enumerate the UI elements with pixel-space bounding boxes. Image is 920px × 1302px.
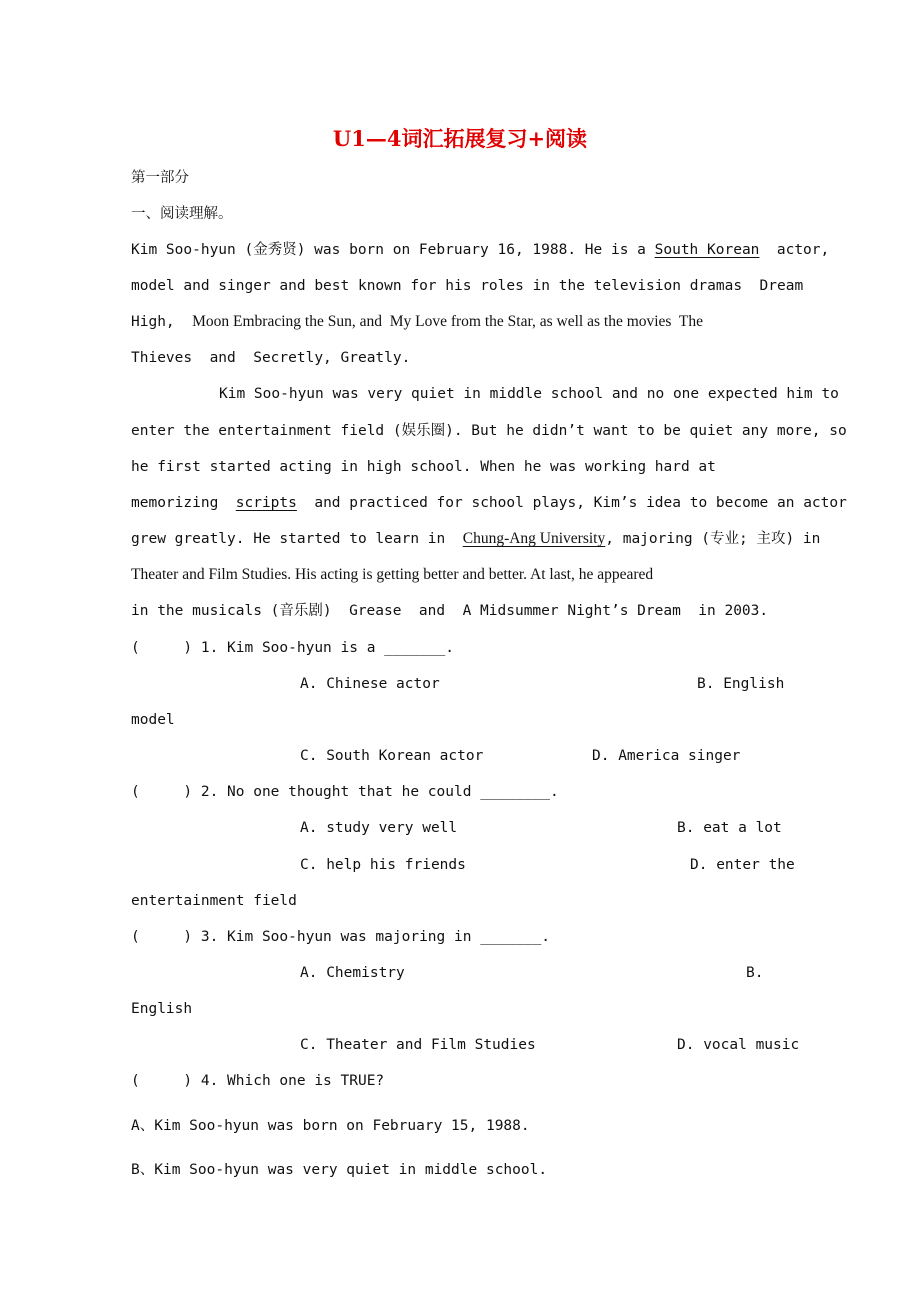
- question-3-stem: ( ) 3. Kim Soo-hyun was majoring in _______.: [131, 929, 551, 945]
- passage-p1-line3: [131, 312, 703, 332]
- question-4-option-b[interactable]: B、Kim Soo-hyun was very quiet in middle school.: [131, 1162, 548, 1178]
- underlined-term: scripts: [235, 495, 297, 511]
- page-title: U1—4词汇拓展复习+阅读: [332, 126, 588, 151]
- question-2-option-b[interactable]: B. eat a lot: [677, 820, 782, 836]
- text-span: and practiced for school plays, Kim’s idea to become an actor: [296, 495, 847, 511]
- question-2-option-d[interactable]: D. enter the: [690, 857, 795, 873]
- question-2-stem: ( ) 2. No one thought that he could ________.: [131, 784, 559, 800]
- text-span: , majoring (专业; 主攻) in: [605, 531, 821, 547]
- question-3-option-a[interactable]: A. Chemistry: [300, 965, 405, 981]
- question-3-option-b[interactable]: B.: [746, 965, 764, 981]
- passage-p1-line1: [131, 240, 829, 260]
- section-label: 第一部分: [131, 170, 189, 186]
- question-3-option-c[interactable]: C. Theater and Film Studies: [300, 1037, 536, 1053]
- text-span: actor,: [759, 242, 830, 258]
- underlined-term: Chung-Ang University: [462, 530, 606, 547]
- exercise-heading: 一、阅读理解。: [131, 206, 233, 222]
- passage-p2-line3: he first started acting in high school. When he was working hard at: [131, 459, 716, 475]
- passage-p2-line2: enter the entertainment field (娱乐圈). But he didn’t want to be quiet any more, so: [131, 423, 847, 439]
- passage-p2-line4: [131, 493, 847, 513]
- question-3-option-d[interactable]: D. vocal music: [677, 1037, 800, 1053]
- text-span: memorizing: [131, 495, 236, 511]
- question-1-option-c[interactable]: C. South Korean actor: [300, 748, 484, 764]
- underlined-term: South Korean: [654, 242, 760, 258]
- passage-p2-line7: in the musicals (音乐剧) Grease and A Midsummer Night’s Dream in 2003.: [131, 603, 769, 619]
- passage-p1-line4: Thieves and Secretly, Greatly.: [131, 350, 411, 366]
- text-span: Moon Embracing the Sun, and My Love from the Star, as well as the movies The: [192, 313, 704, 330]
- question-1-option-b-wrap: model: [131, 712, 175, 728]
- passage-p2-line6: Theater and Film Studies. His acting is getting better and better. At last, he appeared: [131, 566, 654, 583]
- passage-p1-line2: model and singer and best known for his roles in the television dramas Dream: [131, 278, 804, 294]
- question-4-stem: ( ) 4. Which one is TRUE?: [131, 1073, 385, 1089]
- question-2-option-c[interactable]: C. help his friends: [300, 857, 466, 873]
- question-1-stem: ( ) 1. Kim Soo-hyun is a _______.: [131, 640, 455, 656]
- question-4-option-a[interactable]: A、Kim Soo-hyun was born on February 15, 1988.: [131, 1118, 530, 1134]
- text-span: High,: [131, 314, 193, 330]
- passage-p2-line1: Kim Soo-hyun was very quiet in middle school and no one expected him to: [219, 386, 839, 402]
- question-1-option-d[interactable]: D. America singer: [592, 748, 741, 764]
- question-2-option-a[interactable]: A. study very well: [300, 820, 458, 836]
- passage-p2-line5: [131, 529, 820, 549]
- question-1-option-b[interactable]: B. English: [697, 676, 785, 692]
- text-span: Kim Soo-hyun (金秀贤) was born on February 16, 1988. He is a: [131, 242, 655, 258]
- question-2-option-d-wrap: entertainment field: [131, 893, 297, 909]
- text-span: grew greatly. He started to learn in: [131, 531, 463, 547]
- question-1-option-a[interactable]: A. Chinese actor: [300, 676, 440, 692]
- question-3-option-b-wrap: English: [131, 1001, 193, 1017]
